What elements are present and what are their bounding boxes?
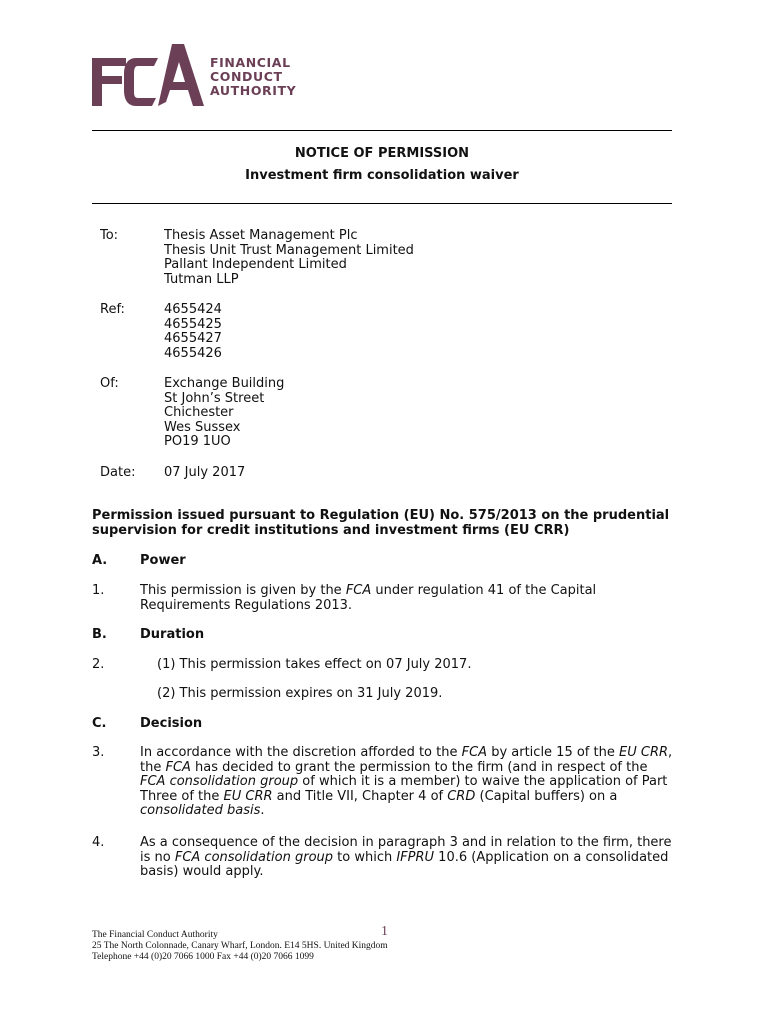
- page-subtitle: Investment firm consolidation waiver: [245, 168, 519, 183]
- address-line: Exchange Building: [164, 376, 285, 391]
- para-text: Requirements Regulations 2013.: [140, 597, 353, 613]
- para-text: ,: [668, 745, 673, 760]
- to-recipients: [164, 229, 414, 287]
- intro-heading: [92, 509, 669, 538]
- para-text: and Title VII, Chapter 4 of: [272, 788, 448, 804]
- term-consolidated-basis: consolidated basis: [140, 803, 261, 819]
- para-text: This permission is given by the: [140, 583, 346, 598]
- section-c-title: Decision: [140, 716, 203, 731]
- fca-logo-text: FCA: [92, 44, 94, 45]
- para-2-item-1: (1) This permission takes effect on 07 July 2017.: [157, 657, 472, 672]
- footer: [92, 930, 388, 964]
- para-2-number: 2.: [92, 657, 105, 672]
- address-line: PO19 1UO: [164, 434, 231, 450]
- term-crd: CRD: [447, 788, 476, 804]
- para-2-item-2: (2) This permission expires on 31 July 2019.: [157, 686, 443, 701]
- section-a-title: Power: [140, 553, 186, 568]
- para-text: of which it is a member) to waive the application of Part: [298, 774, 668, 790]
- to-label: To:: [100, 228, 119, 243]
- para-4-number: 4.: [92, 835, 105, 850]
- ref-label: Ref:: [100, 302, 125, 317]
- para-text: is no: [140, 849, 175, 865]
- intro-line: supervision for credit institutions and investment firms (EU CRR): [92, 522, 570, 538]
- section-c-letter: C.: [92, 716, 107, 731]
- address-line: Wes Sussex: [164, 419, 241, 435]
- term-fca: FCA: [461, 745, 488, 760]
- para-text: basis) would apply.: [140, 864, 264, 880]
- recipient-line: Pallant Independent Limited: [164, 257, 347, 273]
- term-eu-crr: EU CRR: [223, 788, 273, 804]
- term-fca-consolidation-group: FCA consolidation group: [174, 849, 334, 865]
- ref-numbers: [164, 303, 222, 361]
- date-value: 07 July 2017: [164, 465, 246, 480]
- term-fca: FCA: [165, 759, 191, 775]
- logo-line-3: AUTHORITY: [210, 83, 297, 98]
- top-rule: [92, 130, 672, 131]
- para-3: [140, 746, 672, 819]
- date-label: Date:: [100, 465, 136, 480]
- logo-line-2: CONDUCT: [210, 69, 283, 84]
- recipient-line: Tutman LLP: [164, 271, 239, 287]
- fca-logo: [92, 44, 302, 108]
- para-text: 10.6 (Application on a consolidated: [434, 849, 669, 865]
- section-b-title: Duration: [140, 627, 205, 642]
- para-1: [140, 584, 596, 613]
- para-1-number: 1.: [92, 583, 105, 598]
- term-eu-crr: EU CRR: [619, 745, 669, 760]
- footer-address: 25 The North Colonnade, Canary Wharf, London. E14 5HS. United Kingdom: [92, 941, 388, 952]
- section-a-letter: A.: [92, 553, 108, 568]
- para-text: As a consequence of the decision in paragraph 3 and in relation to the firm, there: [140, 835, 672, 850]
- para-3-number: 3.: [92, 745, 105, 760]
- term-fca-consolidation-group: FCA consolidation group: [140, 774, 299, 790]
- term-ifpru: IFPRU: [396, 849, 435, 865]
- para-text: Three of the: [140, 788, 224, 804]
- para-text: under regulation 41 of the Capital: [371, 583, 597, 598]
- para-text: (Capital buffers) on a: [475, 788, 618, 804]
- ref-line: 4655426: [164, 345, 222, 361]
- term-fca: FCA: [345, 583, 372, 598]
- footer-phone: Telephone +44 (0)20 7066 1000 Fax +44 (0)20 7066 1099: [92, 952, 314, 963]
- para-4: [140, 836, 671, 880]
- para-text: has decided to grant the permission to the firm (and in respect of the: [190, 759, 648, 775]
- section-b-letter: B.: [92, 627, 107, 642]
- of-label: Of:: [100, 376, 119, 391]
- para-text: In accordance with the discretion afforded to the: [140, 745, 462, 760]
- page-number: 1: [381, 924, 388, 939]
- address-line: Chichester: [164, 405, 234, 421]
- ref-line: 4655425: [164, 316, 222, 332]
- address-line: St John’s Street: [164, 390, 265, 406]
- fca-logo-mark: [92, 44, 204, 106]
- page-title: NOTICE OF PERMISSION: [294, 146, 470, 161]
- recipient-line: Thesis Unit Trust Management Limited: [164, 242, 414, 258]
- address: [164, 377, 284, 450]
- para-text: .: [260, 803, 265, 819]
- para-text: by article 15 of the: [487, 745, 619, 760]
- title-rule: [92, 203, 672, 204]
- intro-line: Permission issued pursuant to Regulation (EU) No. 575/2013 on the prudential: [92, 508, 670, 523]
- logo-line-1: FINANCIAL: [210, 55, 291, 70]
- para-text: the: [140, 759, 166, 775]
- ref-line: 4655427: [164, 331, 222, 347]
- ref-line: 4655424: [164, 302, 222, 317]
- para-text: to which: [333, 849, 397, 865]
- recipient-line: Thesis Asset Management Plc: [164, 228, 358, 243]
- footer-org: The Financial Conduct Authority: [92, 930, 218, 940]
